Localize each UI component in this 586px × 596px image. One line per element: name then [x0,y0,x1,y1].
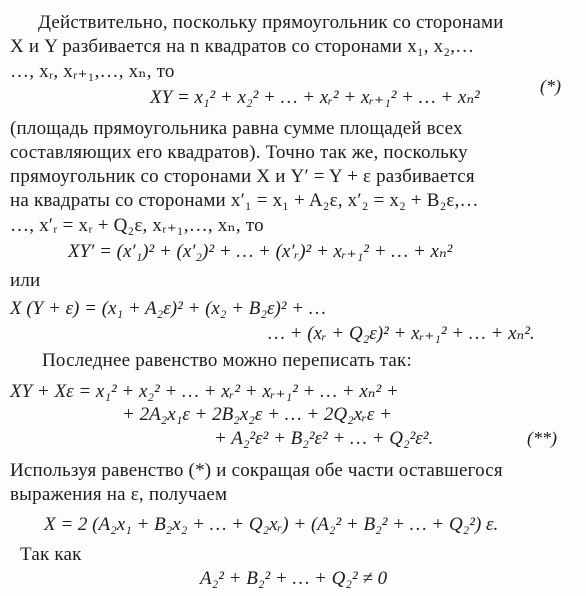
equation-2: XY′ = (x′₁)² + (x′₂)² + … + (x′ᵣ)² + xᵣ₊₁² + … + xₙ² [68,241,453,262]
equation-3-line-1: X (Y + ε) = (x₁ + A₂ε)² + (x₂ + B₂ε)² + … [10,298,326,319]
connector-or: или [10,270,41,291]
paragraph-2-line-4: на квадраты со сторонами x′₁ = x₁ + A₂ε, x′₂ = x₂ + B₂ε,… [10,190,479,211]
equation-4-line-3: + A₂²ε² + B₂²ε² + … + Q₂²ε². [214,428,434,449]
equation-6: A₂² + B₂² + … + Q₂² ≠ 0 [200,568,388,589]
paragraph-1-line-1: Действительно, поскольку прямоугольник со сторонами [38,12,504,33]
equation-1-label: (*) [540,76,561,96]
equation-4-line-1: XY + Xε = x₁² + x₂² + … + xᵣ² + xᵣ₊₁² + … + xₙ² + [10,381,399,402]
paragraph-2-line-2: составляющих его квадратов). Точно так же, поскольку [10,142,468,163]
equation-3-line-2: … + (xᵣ + Q₂ε)² + xᵣ₊₁² + … + xₙ². [268,323,535,344]
paragraph-4-line-1: Используя равенство (*) и сокращая обе части оставшегося [10,460,503,481]
equation-5: X = 2 (A₂x₁ + B₂x₂ + … + Q₂xᵣ) + (A₂² + B₂² + … + Q₂²) ε. [44,514,499,535]
paragraph-1-line-2: X и Y разбивается на n квадратов со сторонами x₁, x₂,… [10,36,475,57]
paragraph-5: Так как [20,544,82,565]
paragraph-2-line-5: …, x′ᵣ = xᵣ + Q₂ε, xᵣ₊₁,…, xₙ, то [10,215,264,236]
equation-4-label: (**) [527,428,557,448]
equation-1: XY = x₁² + x₂² + … + xᵣ² + xᵣ₊₁² + … + xₙ² [150,87,480,108]
paragraph-2-line-1: (площадь прямоугольника равна сумме площадей всех [10,118,463,139]
paragraph-4-line-2: выражения на ε, получаем [10,484,228,505]
paragraph-3: Последнее равенство можно переписать так: [42,350,412,371]
paragraph-2-line-3: прямоугольник со сторонами X и Y′ = Y + ε разбивается [10,166,475,187]
paragraph-1-line-3: …, xᵣ, xᵣ₊₁,…, xₙ, то [10,61,175,82]
equation-4-line-2: + 2A₂x₁ε + 2B₂x₂ε + … + 2Q₂xᵣε + [122,404,392,425]
